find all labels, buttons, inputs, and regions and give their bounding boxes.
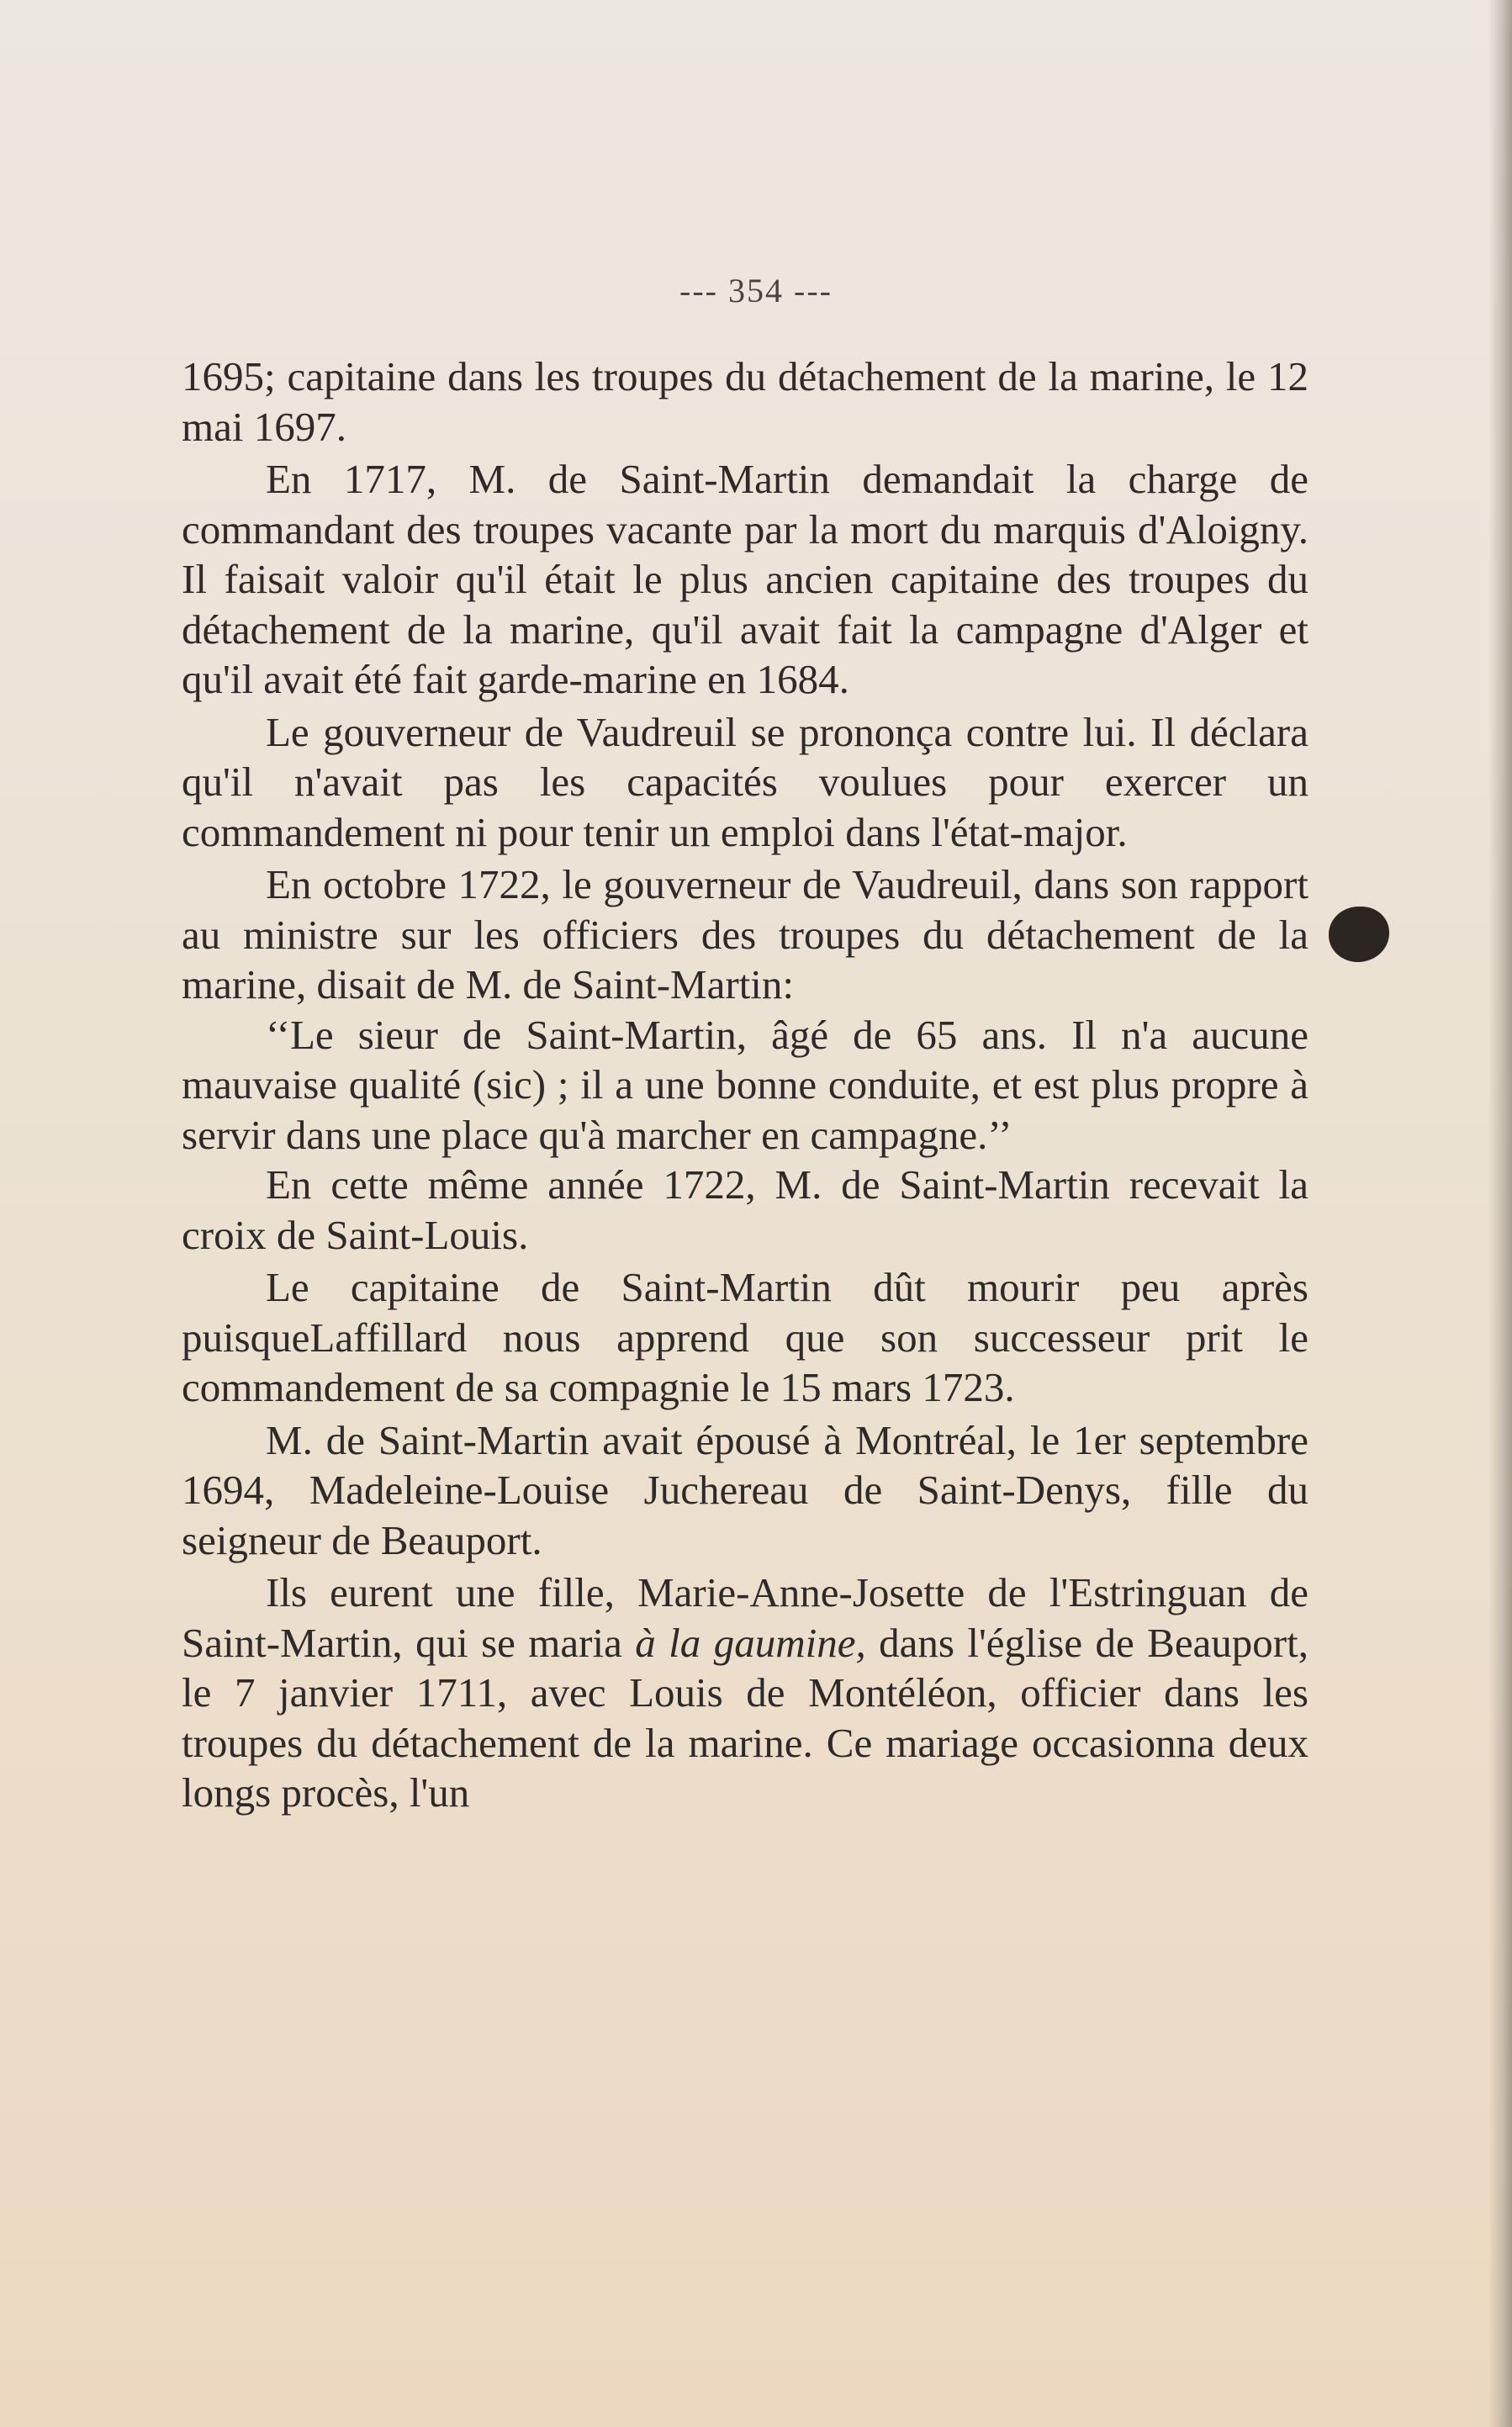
page-edge-shadow [1488, 0, 1512, 2427]
page-number: --- 354 --- [679, 272, 833, 309]
paragraph-9-end: dans l'église de Beauport, le 7 janvier 1711, avec Louis de Montéléon, officier dans les troupes du détachement de la marine. Ce mariage occasionna deux longs procès, l'un [182, 1619, 1308, 1816]
paragraph-1: 1695; capitaine dans les troupes du détachement de la marine, le 12 mai 1697. [182, 353, 1308, 450]
body-text [182, 352, 1308, 1818]
quotation-paragraph: ‘‘Le sieur de Saint-Martin, âgé de 65 ans. Il n'a aucune mauvaise qualité (sic) ; il a une bonne conduite, et est plus propre à servir dans une place qu'à marcher en campagne.’’ [182, 1011, 1308, 1158]
ink-blot-mark [1329, 907, 1389, 962]
paragraph-9-start: Ils eurent une fille, Marie-Anne-Josette de l'Estringuan de Saint-Martin, qui se maria [182, 1569, 1308, 1666]
paragraph-7: Le capitaine de Saint-Martin dût mourir peu après puisqueLaffillard nous apprend que son successeur prit le commandement de sa compagnie le 15 mars 1723. [182, 1264, 1308, 1410]
paragraph-4: En octobre 1722, le gouverneur de Vaudreuil, dans son rapport au ministre sur les officiers des troupes du détachement de la marine, disait de M. de Saint-Martin: [182, 861, 1308, 1007]
paragraph-9 [182, 1568, 1308, 1818]
paragraph-3: Le gouverneur de Vaudreuil se prononça contre lui. Il déclara qu'il n'avait pas les capacités voulues pour exercer un commandement ni pour tenir un emploi dans l'état-major. [182, 708, 1308, 855]
paragraph-8: M. de Saint-Martin avait épousé à Montréal, le 1er septembre 1694, Madeleine-Louise Juchereau de Saint-Denys, fille du seigneur de Beauport. [182, 1416, 1308, 1563]
paragraph-6: En cette même année 1722, M. de Saint-Martin recevait la croix de Saint-Louis. [182, 1161, 1308, 1258]
paragraph-2: En 1717, M. de Saint-Martin demandait la charge de commandant des troupes vacante par la mort du marquis d'Aloigny. Il faisait valoir qu'il était le plus ancien capitaine des troupes du détachement de la marine, qu'il avait fait la campagne d'Alger et qu'il avait été fait garde-marine en 1684. [182, 456, 1308, 702]
italic-phrase: à la gaumine, [635, 1619, 866, 1666]
